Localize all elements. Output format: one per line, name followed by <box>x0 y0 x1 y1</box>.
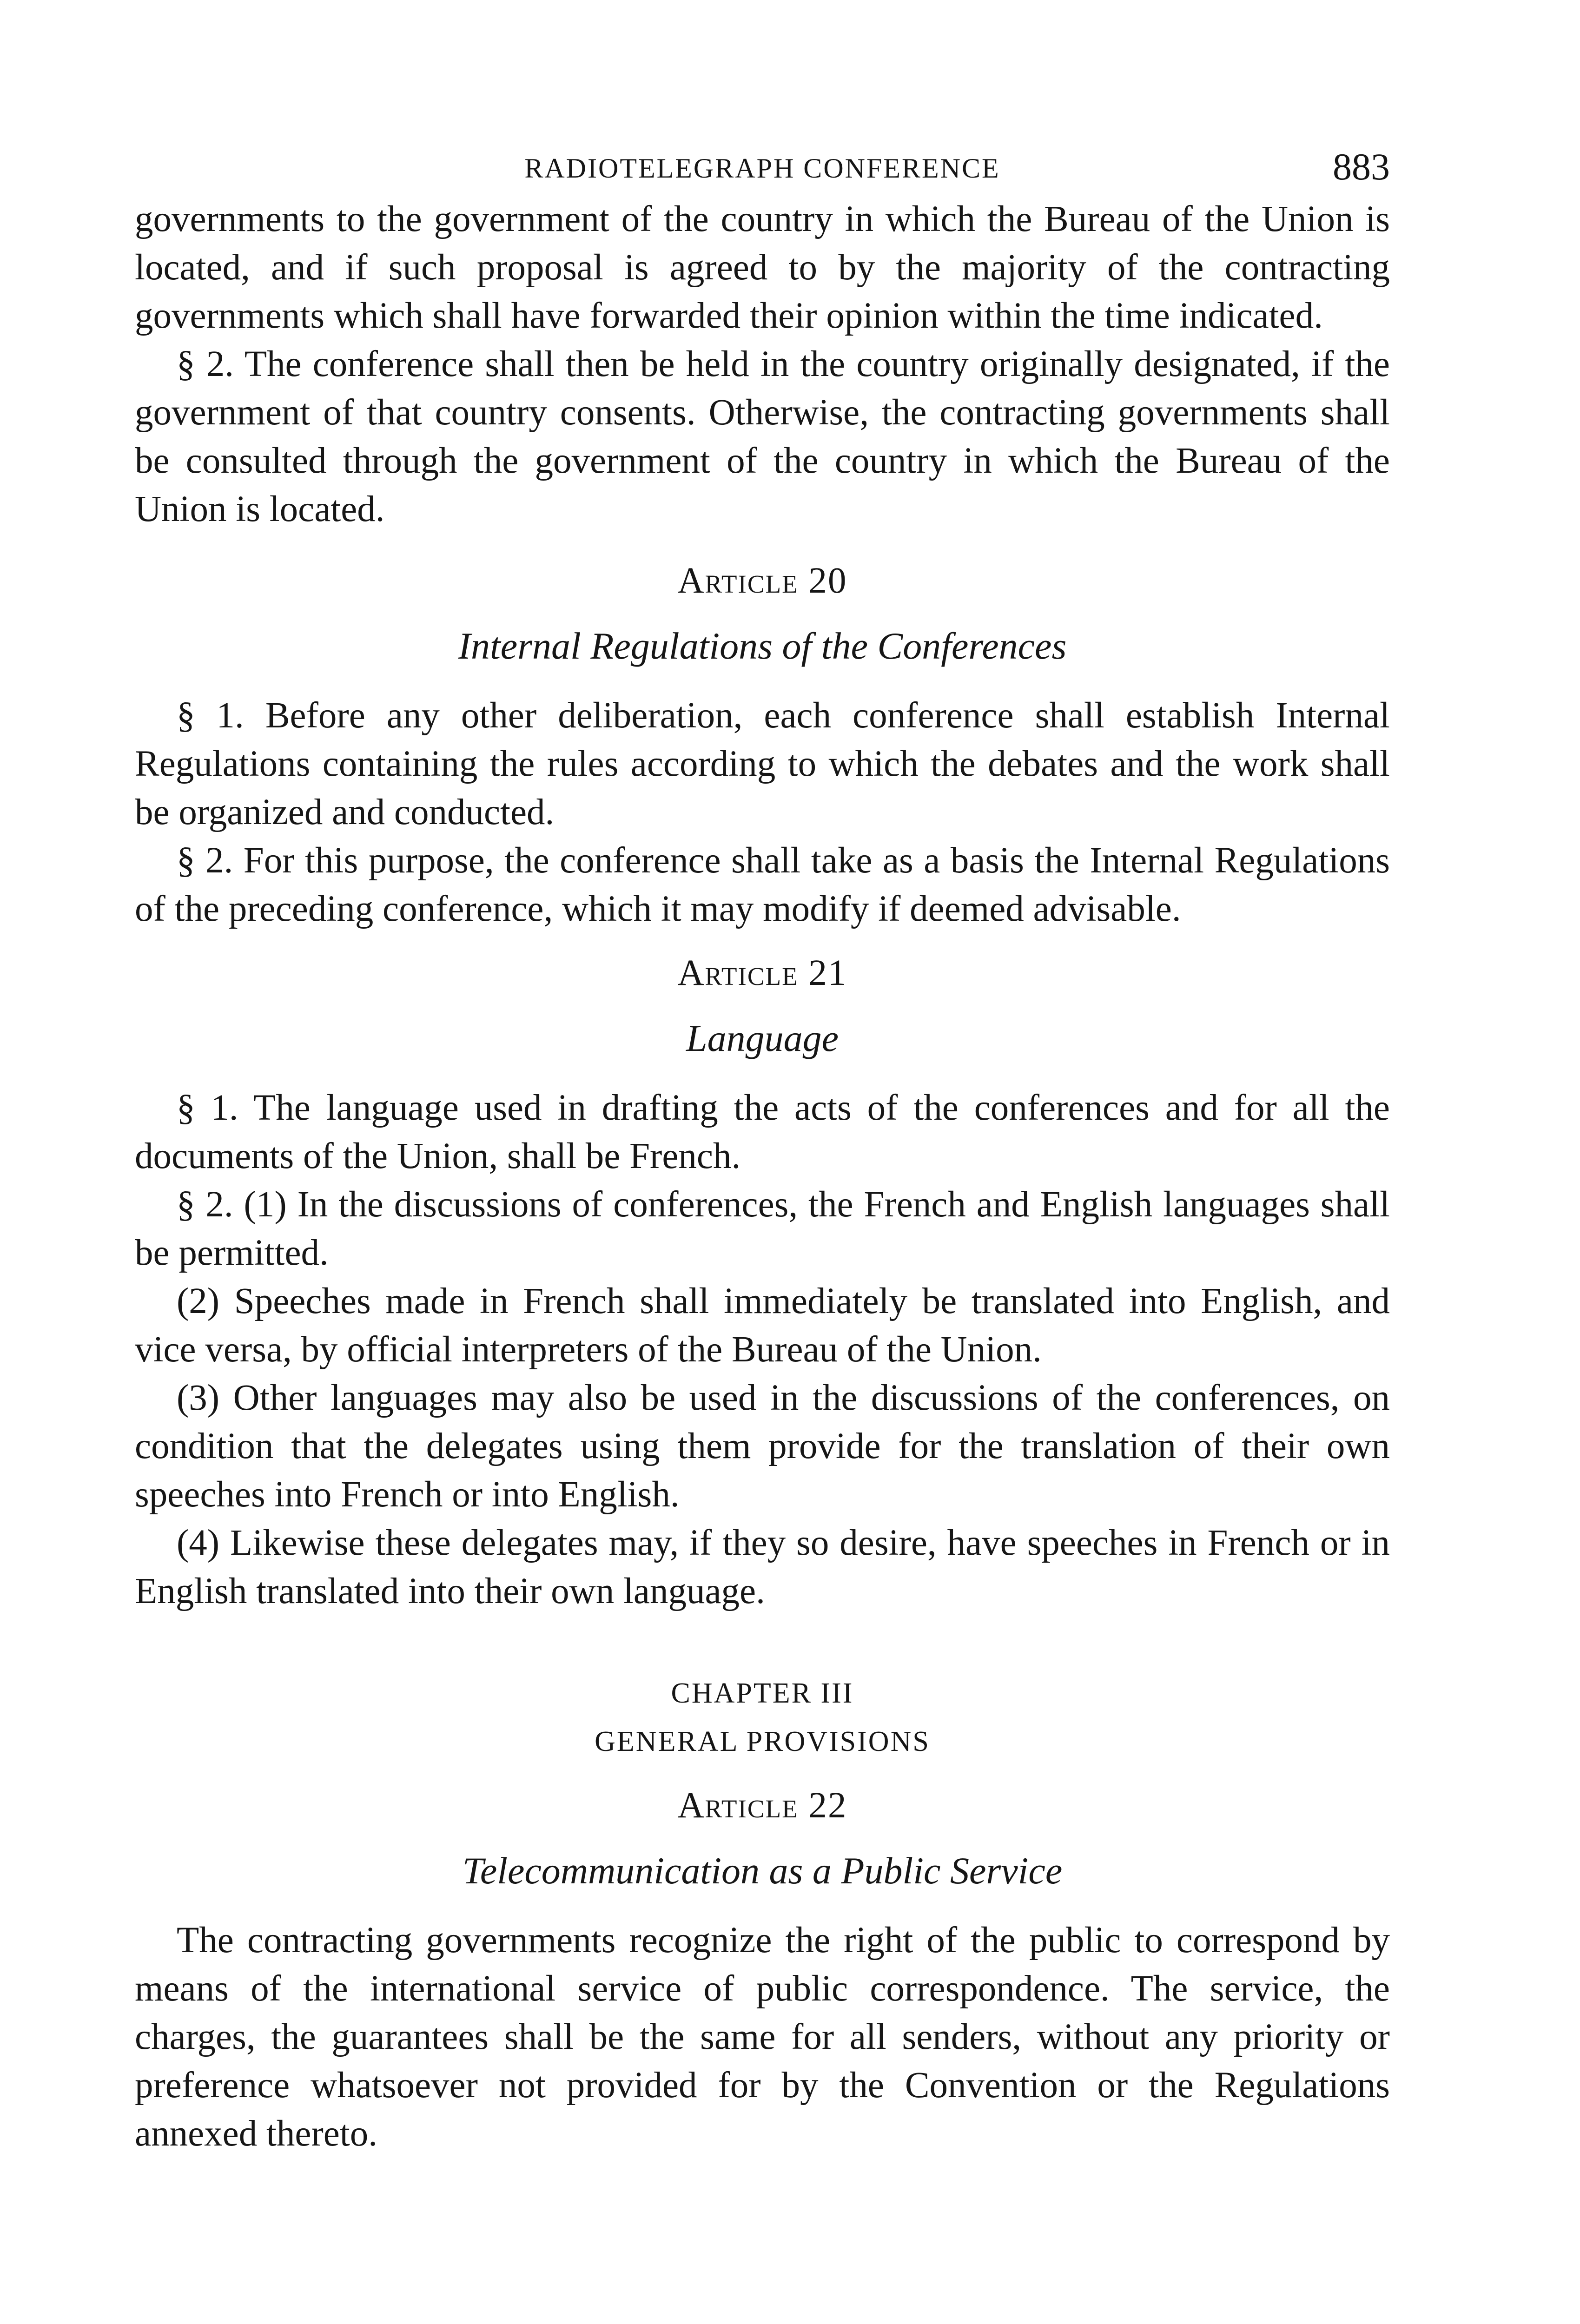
article22-text: The contracting governments recognize the right of the public to correspond by means of the international service of public correspondence. The service, the charges, the guarantees shall be the same for all senders, without any priority or preference whatsoever not provided for by the Convention or the Regulations annexed thereto. <box>135 1920 1390 2154</box>
article22-heading: Article 22 <box>677 1785 847 1826</box>
article21-heading: Article 21 <box>677 953 847 993</box>
article21-section2-item3: (3) Other languages may also be used in the discussions of the conferences, on condition that the delegates using them provide for the translation of their own speeches into French or into English. <box>135 1378 1390 1515</box>
article20-heading: Article 20 <box>677 561 847 601</box>
running-header <box>135 139 1390 195</box>
page-number: 883 <box>1333 145 1390 188</box>
article21-section1: § 1. The language used in drafting the acts of the conferences and for all the documents of the Union, shall be French. <box>135 1088 1390 1176</box>
article20-title: Internal Regulations of the Conferences <box>458 625 1067 667</box>
document-page <box>135 139 1390 2158</box>
chapter-heading: CHAPTER III <box>671 1677 854 1709</box>
chapter-subheading: GENERAL PROVISIONS <box>595 1726 930 1757</box>
article19-section2: § 2. The conference shall then be held in the country originally designated, if the government of that country consents. Otherwise, the contracting governments shall be consulted through the government of the country in which the Bureau of the Union is located. <box>135 344 1390 529</box>
article22-title: Telecommunication as a Public Service <box>462 1849 1063 1892</box>
running-title: RADIOTELEGRAPH CONFERENCE <box>524 153 1000 184</box>
article21-title: Language <box>686 1017 839 1059</box>
article21-section2-item4: (4) Likewise these delegates may, if they so desire, have speeches in French or in English translated into their own language. <box>135 1523 1390 1611</box>
article21-section2-item2: (2) Speeches made in French shall immediately be translated into English, and vice versa, by official interpreters of the Bureau of the Union. <box>135 1281 1390 1370</box>
article20-section1: § 1. Before any other deliberation, each conference shall establish Internal Regulations containing the rules according to which the debates and the work shall be organized and conducted. <box>135 695 1390 832</box>
article20-section2: § 2. For this purpose, the conference shall take as a basis the Internal Regulations of the preceding conference, which it may modify if deemed advisable. <box>135 840 1390 929</box>
continued-paragraph: governments to the government of the country in which the Bureau of the Union is located, and if such proposal is agreed to by the majority of the contracting governments which shall have forwarded their opinion within the time indicated. <box>135 199 1390 336</box>
article21-section2-item1: § 2. (1) In the discussions of conferences, the French and English languages shall be permitted. <box>135 1184 1390 1273</box>
